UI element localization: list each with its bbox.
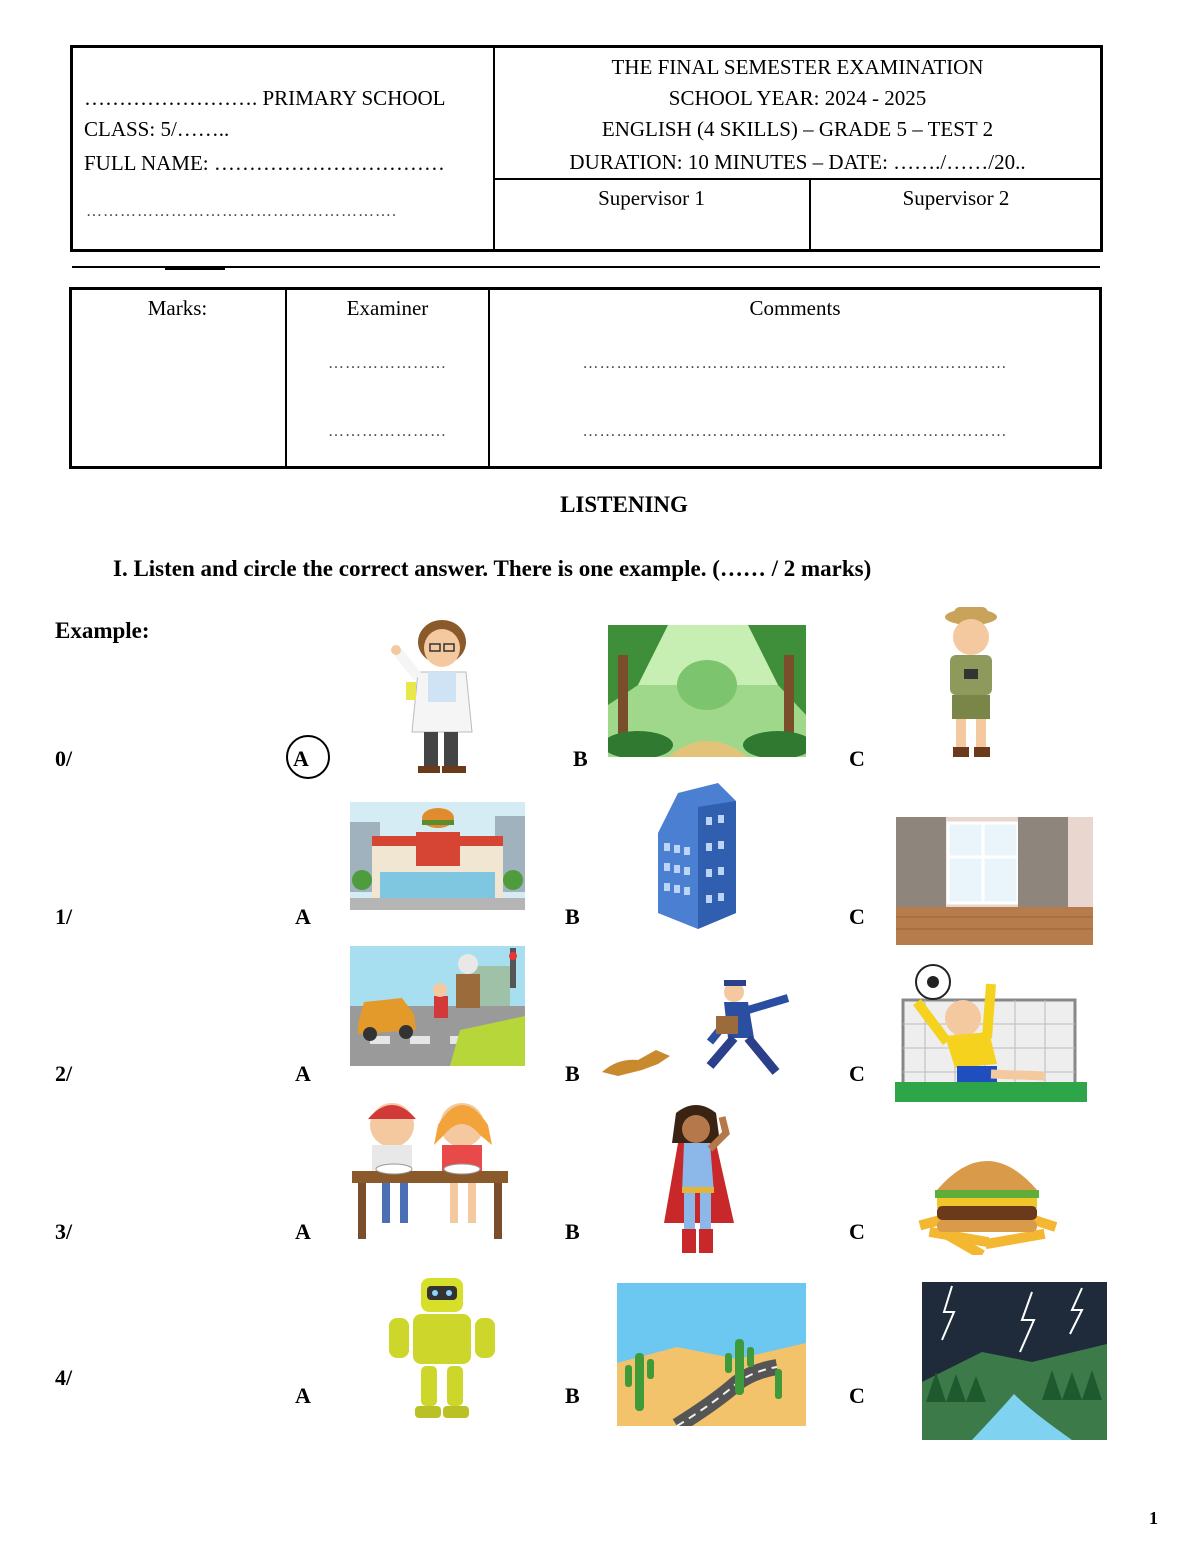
question-number: 1/	[55, 904, 73, 929]
desert-icon[interactable]	[617, 1283, 806, 1426]
robot-icon[interactable]	[383, 1274, 501, 1424]
dog-chasing-postman-icon[interactable]	[598, 980, 806, 1082]
option-c-label[interactable]: C	[849, 746, 865, 771]
full-name-field[interactable]: FULL NAME: ……………………………	[84, 151, 445, 175]
question-number: 2/	[55, 1061, 73, 1086]
empty-room-icon[interactable]	[896, 817, 1093, 945]
separator-accent	[165, 267, 225, 270]
jungle-icon[interactable]	[608, 625, 806, 757]
separator-line	[72, 266, 1100, 268]
option-a-label[interactable]: A	[293, 746, 309, 771]
school-year: SCHOOL YEAR: 2024 - 2025	[668, 86, 927, 110]
thunderstorm-forest-icon[interactable]	[922, 1282, 1107, 1440]
school-name: ……………………. PRIMARY SCHOOL	[84, 86, 446, 110]
option-b-label[interactable]: B	[565, 1383, 580, 1408]
marks-header: Marks:	[147, 296, 208, 320]
fast-food-restaurant-icon[interactable]	[350, 802, 525, 910]
examiner-line-1[interactable]: …………………	[328, 355, 447, 372]
full-name-dots: ……………………………………………….	[86, 203, 397, 220]
goalkeeper-icon[interactable]	[895, 962, 1087, 1102]
comments-header: Comments	[749, 296, 841, 320]
duration-date-line: DURATION: 10 MINUTES – DATE: ……./……/20..	[569, 150, 1026, 174]
option-b-label[interactable]: B	[565, 1219, 580, 1244]
option-c-label[interactable]: C	[849, 1383, 865, 1408]
explorer-icon[interactable]	[936, 603, 1006, 763]
page-number: 1	[1149, 1508, 1158, 1528]
supervisor-1-label: Supervisor 1	[598, 186, 705, 210]
class-field[interactable]: CLASS: 5/……..	[84, 117, 230, 141]
option-a-label[interactable]: A	[295, 1061, 311, 1086]
exam-title: THE FINAL SEMESTER EXAMINATION	[611, 55, 984, 79]
examiner-line-2[interactable]: …………………	[328, 423, 447, 440]
scientist-icon[interactable]	[380, 612, 490, 775]
option-a-label[interactable]: A	[295, 1383, 311, 1408]
children-eating-icon[interactable]	[348, 1095, 512, 1247]
instruction: I. Listen and circle the correct answer. There is one example. (…… / 2 marks)	[113, 556, 872, 581]
supervisor-2-label: Supervisor 2	[902, 186, 1010, 210]
car-accident-street-icon[interactable]	[350, 946, 525, 1066]
burger-fries-icon[interactable]	[915, 1140, 1060, 1255]
comments-line-1[interactable]: …………………………………………………………………	[582, 355, 1008, 372]
header-supervisor-line	[494, 178, 1101, 180]
examiner-header: Examiner	[346, 296, 429, 320]
option-b-label[interactable]: B	[565, 1061, 580, 1086]
question-number: 3/	[55, 1219, 73, 1244]
option-b-label[interactable]: B	[573, 746, 588, 771]
example-label: Example:	[55, 618, 150, 643]
question-number: 4/	[55, 1365, 73, 1390]
subject-line: ENGLISH (4 SKILLS) – GRADE 5 – TEST 2	[601, 117, 994, 141]
office-building-icon[interactable]	[648, 783, 740, 933]
option-c-label[interactable]: C	[849, 1219, 865, 1244]
question-number: 0/	[55, 746, 73, 771]
superhero-icon[interactable]	[656, 1103, 742, 1258]
option-a-label[interactable]: A	[295, 904, 311, 929]
section-title: LISTENING	[560, 492, 688, 517]
option-b-label[interactable]: B	[565, 904, 580, 929]
option-c-label[interactable]: C	[849, 1061, 865, 1086]
comments-line-2[interactable]: …………………………………………………………………	[582, 423, 1008, 440]
option-c-label[interactable]: C	[849, 904, 865, 929]
option-a-label[interactable]: A	[295, 1219, 311, 1244]
